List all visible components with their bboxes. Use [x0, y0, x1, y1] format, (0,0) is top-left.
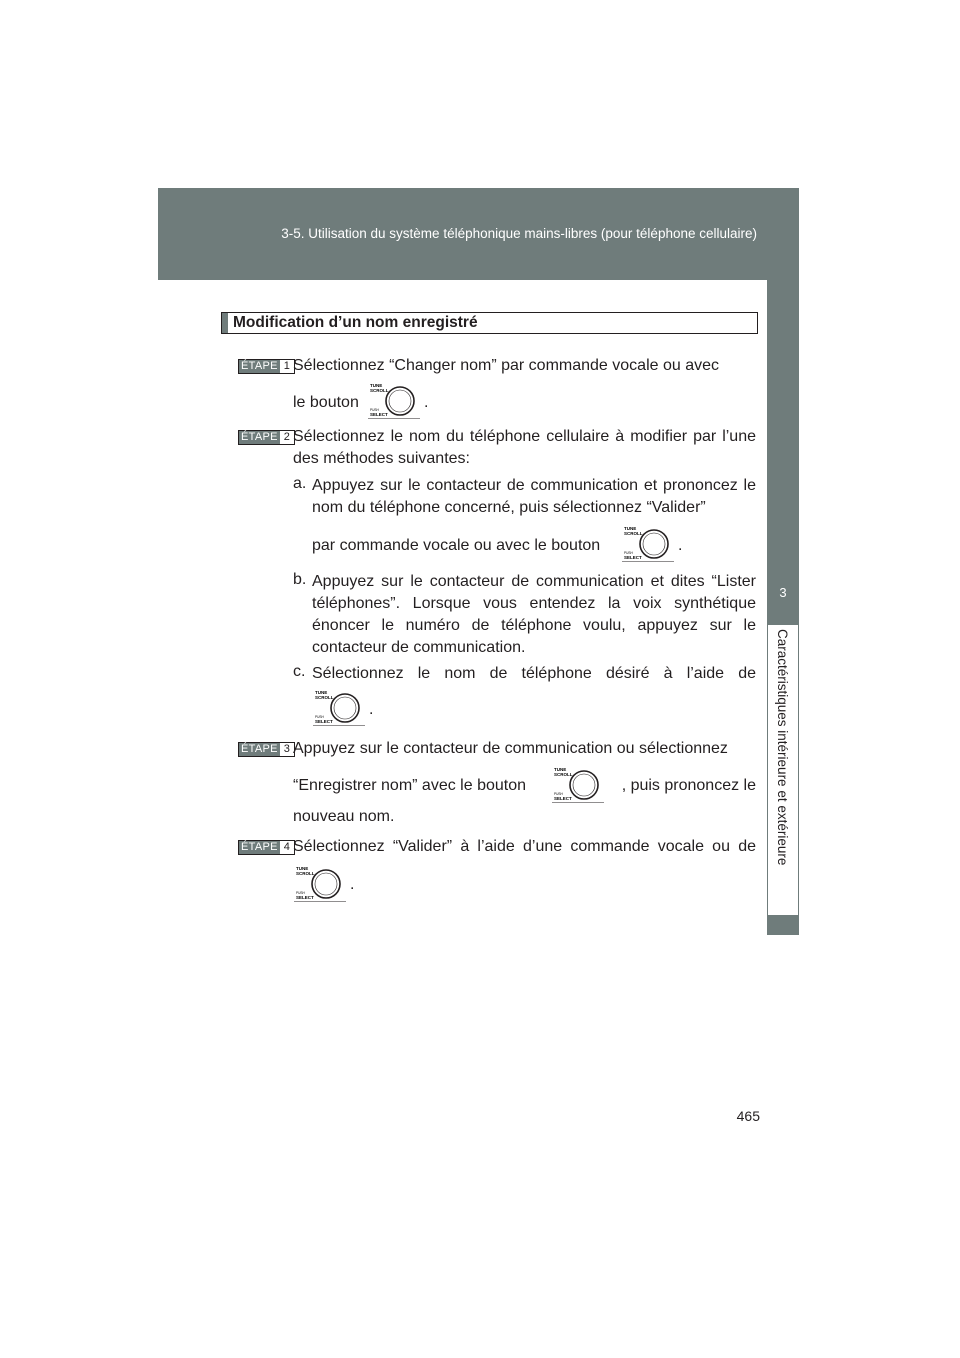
svg-text:SELECT: SELECT — [315, 719, 333, 724]
svg-text:PUSH: PUSH — [554, 792, 563, 796]
svg-text:PUSH: PUSH — [370, 408, 379, 412]
tune-select-knob-icon — [622, 524, 674, 562]
svg-text:SCROLL: SCROLL — [296, 871, 315, 876]
svg-text:TUNE: TUNE — [315, 690, 328, 695]
svg-text:SELECT: SELECT — [554, 796, 572, 801]
step-1-line-2: le bouton — [293, 394, 359, 411]
svg-text:SELECT: SELECT — [624, 555, 642, 560]
step-badge-label: ÉTAPE — [241, 360, 278, 372]
chapter-side-tab — [767, 280, 799, 935]
svg-text:SCROLL: SCROLL — [370, 388, 389, 393]
step-badge-number: 4 — [280, 841, 294, 854]
step-badge-4 — [238, 840, 295, 855]
chapter-number: 3 — [779, 585, 787, 600]
svg-text:SCROLL: SCROLL — [554, 772, 573, 777]
step-badge-2 — [238, 430, 295, 445]
sub-item-c-text: Sélectionnez le nom de téléphone désiré à l’aide de — [312, 665, 756, 682]
chapter-title: Caractéristiques intérieure et extérieure — [775, 629, 790, 866]
step-2-text: Sélectionnez le nom du téléphone cellulaire à modifier par l’une des méthodes suivantes: — [293, 428, 756, 467]
svg-text:TUNE: TUNE — [296, 866, 309, 871]
svg-text:TUNE: TUNE — [554, 767, 567, 772]
svg-text:SELECT: SELECT — [296, 895, 314, 900]
chapter-title-panel — [768, 625, 798, 915]
svg-text:SCROLL: SCROLL — [624, 531, 643, 536]
svg-text:PUSH: PUSH — [296, 891, 305, 895]
step-badge-number: 1 — [280, 360, 294, 373]
step-4-line-1: Sélectionnez “Valider” à l’aide d’une commande vocale ou de — [293, 838, 756, 855]
section-path: 3-5. Utilisation du système téléphonique mains-libres (pour téléphone cellulaire) — [281, 226, 757, 241]
running-header — [158, 188, 799, 280]
step-3-line-3: nouveau nom. — [293, 808, 395, 825]
sub-item-b-marker: b. — [293, 571, 307, 588]
sub-item-a-text: Appuyez sur le contacteur de communication et prononcez le nom du téléphone concerné, puis sélectionnez “Valider” — [312, 477, 756, 516]
section-heading — [221, 312, 758, 334]
sub-item-b-text: Appuyez sur le contacteur de communication et dites “Lister téléphones”. Lorsque vous entendez la voix synthétique énoncer le numéro de téléphone voulu, appuyez sur le contacteur de communication. — [312, 573, 756, 656]
step-4-period: . — [350, 876, 355, 893]
step-badge-number: 3 — [280, 743, 294, 756]
sub-item-a-marker: a. — [293, 475, 307, 492]
svg-text:PUSH: PUSH — [315, 715, 324, 719]
step-1-period: . — [424, 394, 429, 411]
section-title: Modification d’un nom enregistré — [233, 314, 478, 331]
tune-select-knob-icon — [313, 688, 365, 726]
svg-text:TUNE: TUNE — [624, 526, 637, 531]
step-badge-number: 2 — [280, 431, 294, 444]
heading-accent-bar — [222, 313, 228, 333]
step-badge-3 — [238, 742, 295, 757]
tune-select-knob-icon — [368, 381, 420, 419]
svg-text:PUSH: PUSH — [624, 551, 633, 555]
step-badge-label: ÉTAPE — [241, 841, 278, 853]
step-3-line-1: Appuyez sur le contacteur de communication ou sélectionnez — [293, 740, 728, 757]
sub-item-a-line-3: par commande vocale ou avec le bouton — [312, 537, 601, 554]
step-badge-1 — [238, 359, 295, 374]
svg-text:TUNE: TUNE — [370, 383, 383, 388]
tune-select-knob-icon — [552, 765, 604, 803]
page-number: 465 — [736, 1108, 760, 1124]
sub-item-a-period: . — [678, 537, 683, 554]
step-3-line-2: “Enregistrer nom” avec le bouton — [293, 777, 526, 794]
step-badge-label: ÉTAPE — [241, 743, 278, 755]
sub-item-c-marker: c. — [293, 663, 306, 680]
sub-item-c-period: . — [369, 701, 374, 718]
step-badge-label: ÉTAPE — [241, 431, 278, 443]
tune-select-knob-icon — [294, 864, 346, 902]
svg-text:SELECT: SELECT — [370, 412, 388, 417]
svg-text:SCROLL: SCROLL — [315, 695, 334, 700]
step-3-line-2-end: , puis prononcez le — [621, 777, 756, 794]
step-1-line-1: Sélectionnez “Changer nom” par commande vocale ou avec — [293, 357, 720, 374]
